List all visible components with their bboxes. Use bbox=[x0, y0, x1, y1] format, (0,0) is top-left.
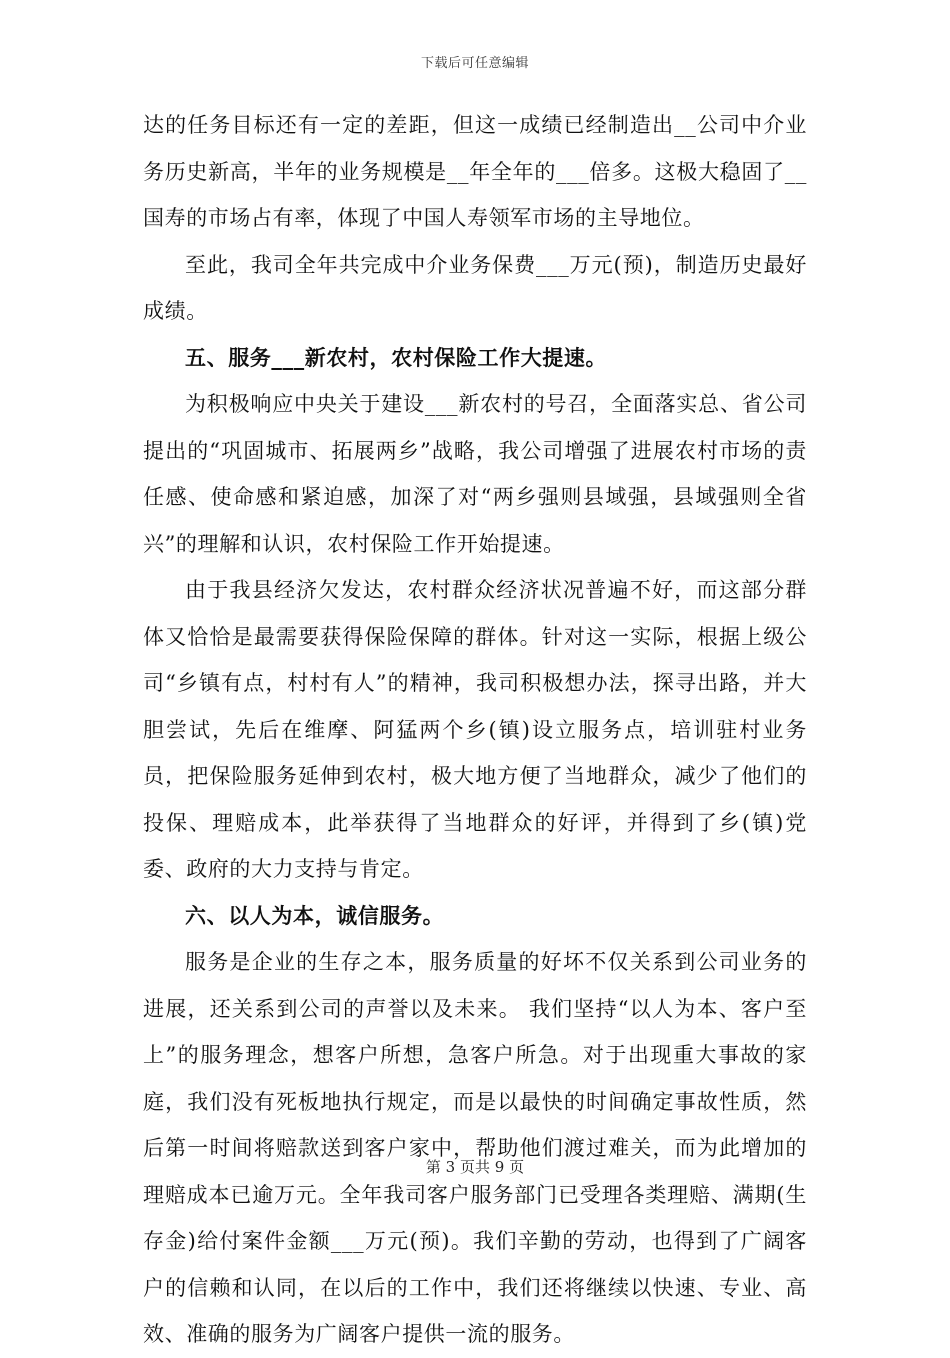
paragraph: 达的任务目标还有一定的差距，但这一成绩已经制造出__公司中介业务历史新高，半年的业务规模是__年全年的___倍多。这极大稳固了__国寿的市场占有率，体现了中国人寿领军市场的主导地位。 bbox=[143, 113, 807, 230]
paragraph: 至此，我司全年共完成中介业务保费___万元(预)，制造历史最好成绩。 bbox=[143, 252, 807, 323]
paragraph: 为积极响应中央关于建设___新农村的号召，全面落实总、省公司提出的“巩固城市、拓展两乡”战略，我公司增强了进展农村市场的责任感、使命感和紧迫感，加深了对“两乡强则县域强，县域强则全省兴”的理解和认识，农村保险工作开始提速。 bbox=[143, 392, 807, 556]
paragraph: 服务是企业的生存之本，服务质量的好坏不仅关系到公司业务的进展，还关系到公司的声誉以及未来。 我们坚持“以人为本、客户至上”的服务理念，想客户所想，急客户所急。对于出现重大事故的家庭，我们没有死板地执行规定，而是以最快的时间确定事故性质，然后第一时间将赔款送到客户家中，帮助他们渡过难关，而为此增加的理赔成本已逾万元。全年我司客户服务部门已受理各类理赔、满期(生存金)给付案件金额___万元(预)。我们辛勤的劳动，也得到了广阔客户的信赖和认同，在以后的工作中，我们还将继续以快速、专业、高效、准确的服务为广阔客户提供一流的服务。 bbox=[143, 950, 807, 1346]
section-heading: 五、服务___新农村，农村保险工作大提速。 bbox=[185, 344, 608, 370]
page-number: 第 3 页共 9 页 bbox=[425, 1158, 525, 1176]
section-heading: 六、以人为本，诚信服务。 bbox=[185, 902, 445, 928]
paragraph: 由于我县经济欠发达，农村群众经济状况普遍不好，而这部分群体又恰恰是最需要获得保险保障的群体。针对这一实际，根据上级公司“乡镇有点，村村有人”的精神，我司积极想办法，探寻出路，并大胆尝试，先后在维摩、阿猛两个乡(镇)设立服务点，培训驻村业务员，把保险服务延伸到农村，极大地方便了当地群众，减少了他们的投保、理赔成本，此举获得了当地群众的好评，并得到了乡(镇)党委、政府的大力支持与肯定。 bbox=[143, 578, 807, 881]
page-header: 下载后可任意编辑 bbox=[420, 56, 529, 71]
